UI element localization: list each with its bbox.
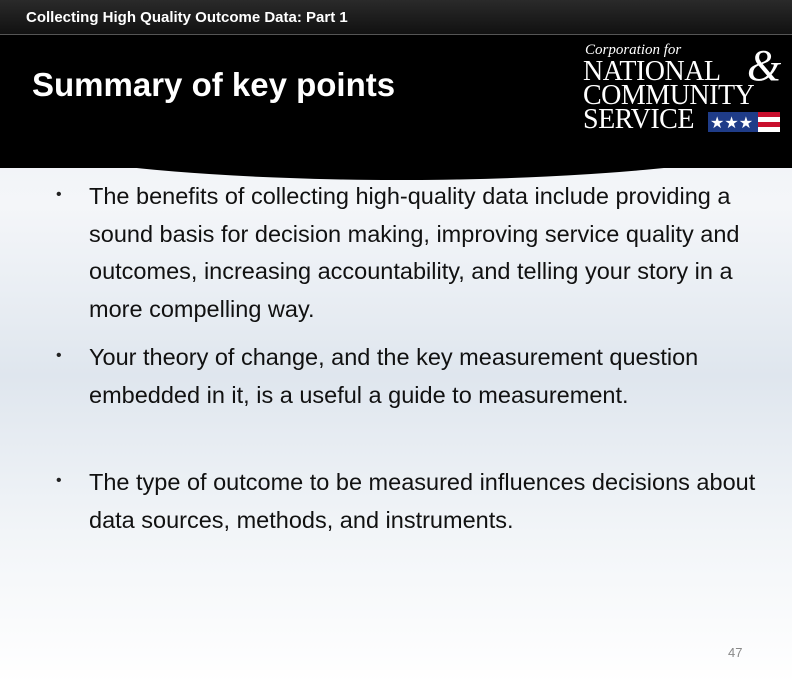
bullet-text: The type of outcome to be measured influences decisions about data sources, methods, and instruments.	[89, 469, 756, 533]
flag-icon	[708, 112, 780, 132]
bullet-text: The benefits of collecting high-quality data include providing a sound basis for decision making, improving service quality and outcomes, increasing accountability, and telling your story in a more compelling way.	[89, 183, 740, 322]
logo-service: SERVICE	[583, 104, 694, 135]
bullet-text: Your theory of change, and the key measurement question embedded in it, is a useful a guide to measurement.	[89, 344, 699, 408]
logo-national: NATIONAL	[583, 56, 721, 87]
bullet-marker: •	[56, 347, 62, 364]
bullet-marker: •	[56, 186, 62, 203]
logo-community: COMMUNITY	[583, 80, 755, 111]
cncs-logo	[583, 42, 783, 134]
deck-title: Collecting High Quality Outcome Data: Part 1	[26, 9, 348, 26]
bullet-marker: •	[56, 472, 62, 489]
logo-corporation-for: Corporation for	[585, 42, 682, 58]
svg-text:★★★: ★★★	[710, 113, 754, 132]
deck-title-bar	[0, 0, 792, 35]
page-number: 47	[728, 645, 743, 660]
slide-title: Summary of key points	[32, 66, 396, 103]
logo-ampersand: &	[747, 41, 782, 90]
